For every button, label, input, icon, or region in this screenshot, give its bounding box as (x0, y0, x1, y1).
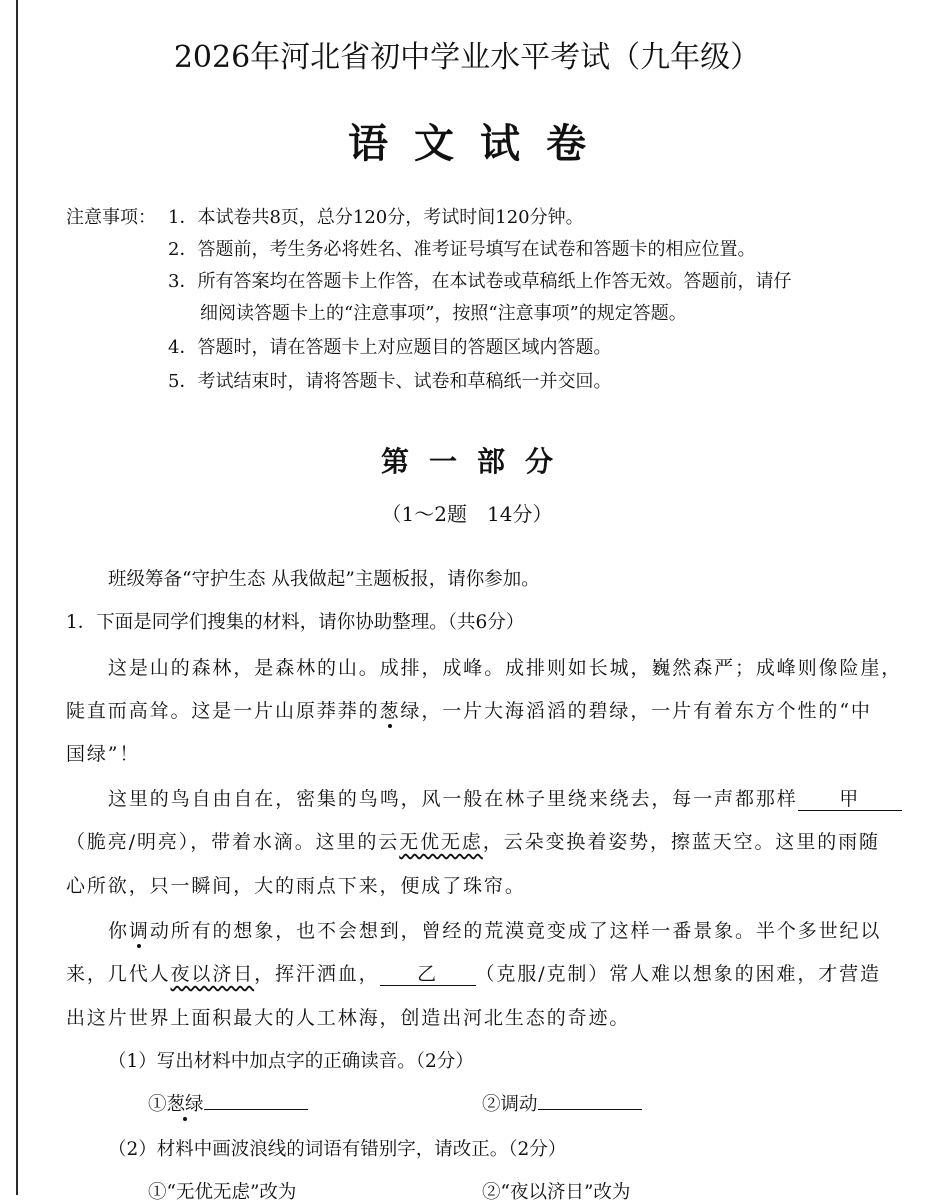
pinyin-item-b: ②调动 (482, 1090, 642, 1116)
answer-blank (204, 1109, 308, 1110)
part-one-score: （1～2题 14分） (381, 502, 553, 526)
correction-item-a: ①“无优无虑”改为 (148, 1182, 297, 1203)
binding-margin-line (16, 0, 18, 1195)
correction-item-b: ②“夜以济日”改为 (482, 1182, 631, 1203)
activity-intro: 班级筹备“守护生态 从我做起”主题板报，请你参加。 (108, 569, 540, 590)
passage-line: 这里的鸟自由自在，密集的鸟鸣，风一般在林子里绕来绕去，每一声都那样 甲 (108, 784, 902, 811)
passage-line: 国绿”！ (66, 743, 141, 765)
passage-line: 你调动所有的想象，也不会想到，曾经的荒漠竟变成了这样一番景象。半个多世纪以 (108, 920, 882, 942)
exam-title: 2026年河北省初中学业水平考试（九年级） (173, 40, 761, 75)
pinyin-item-a: ①葱绿 (148, 1090, 308, 1116)
notice-item-3: 3．所有答案均在答题卡上作答，在本试卷或草稿纸上作答无效。答题前，请仔 (168, 271, 792, 292)
wavy-underlined-word: 无优无虑 (399, 831, 483, 853)
notices-label: 注意事项： (66, 207, 156, 228)
passage-line: 来，几代人夜以济日，挥汗洒血， 乙 （克服/克制）常人难以想象的困难，才营造 (66, 963, 881, 985)
blank-yi: 乙 (380, 964, 476, 986)
passage-line: 出这片世界上面积最大的人工林海，创造出河北生态的奇迹。 (66, 1007, 631, 1029)
notice-item-1: 1．本试卷共8页，总分120分，考试时间120分钟。 (168, 207, 584, 228)
passage-line: 这是山的森林，是森林的山。成排，成峰。成排则如长城，巍然森严；成峰则像险崖， (108, 657, 903, 679)
dotted-char: 葱 (379, 700, 401, 722)
dotted-char: 调 (128, 920, 150, 942)
passage-line: （脆亮/明亮），带着水滴。这里的云无优无虑，云朵变换着姿势，擦蓝天空。这里的雨随 (66, 831, 880, 853)
blank-jia: 甲 (798, 789, 902, 811)
subquestion-2: （2）材料中画波浪线的词语有错别字，请改正。（2分） (108, 1139, 567, 1160)
part-one-title: 第一部分 (380, 445, 573, 478)
wavy-underlined-word: 夜以济日 (170, 963, 255, 985)
passage-line: 心所欲，只一瞬间，大的雨点下来，便成了珠帘。 (66, 875, 526, 897)
notice-item-2: 2．答题前，考生务必将姓名、准考证号填写在试卷和答题卡的相应位置。 (168, 239, 756, 260)
question-1-stem: 1．下面是同学们搜集的材料，请你协助整理。（共6分） (66, 612, 525, 633)
notice-item-4: 4．答题时，请在答题卡上对应题目的答题区域内答题。 (168, 337, 612, 358)
notice-item-3-cont: 细阅读答题卡上的“注意事项”，按照“注意事项”的规定答题。 (200, 303, 687, 324)
subject-title: 语文试卷 (348, 120, 612, 167)
notice-item-5: 5．考试结束时，请将答题卡、试卷和草稿纸一并交回。 (168, 371, 612, 392)
answer-blank (538, 1109, 642, 1110)
subquestion-1: （1）写出材料中加点字的正确读音。（2分） (108, 1051, 474, 1072)
passage-line: 陡直而高耸。这是一片山原莽莽的葱绿，一片大海滔滔的碧绿，一片有着东方个性的“中 (66, 700, 872, 722)
